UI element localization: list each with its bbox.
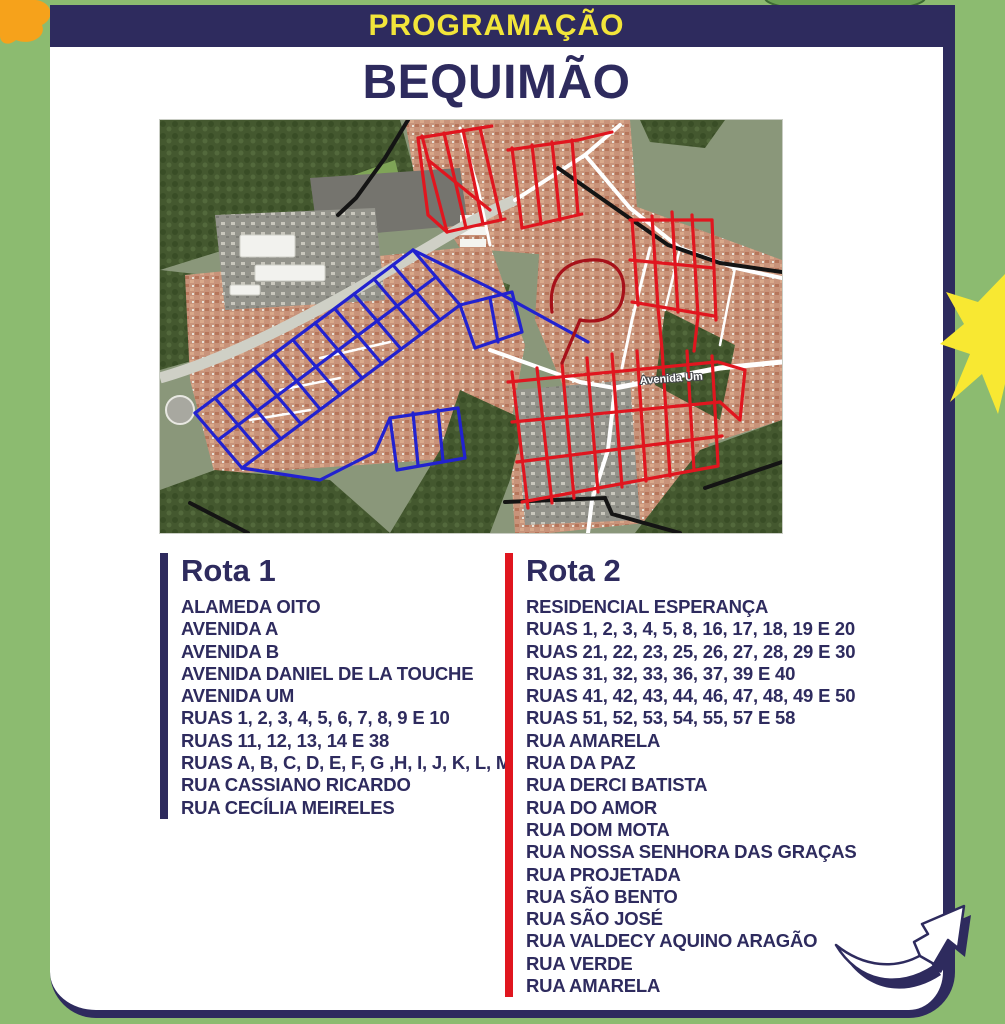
list-item: RUAS 1, 2, 3, 4, 5, 6, 7, 8, 9 E 10 — [181, 707, 450, 729]
list-item: RUA DA PAZ — [526, 752, 636, 774]
list-item: RUA DO AMOR — [526, 796, 658, 818]
route-1-street-list — [181, 596, 511, 819]
list-item: RUA VALDECY AQUINO ARAGÃO — [526, 930, 818, 952]
header-band — [50, 5, 943, 47]
starburst-icon — [940, 272, 1005, 417]
header-label: PROGRAMAÇÃO — [368, 9, 625, 42]
list-item: RUA AMARELA — [526, 975, 661, 997]
satellite-map — [160, 120, 782, 533]
route-2-section — [505, 553, 857, 997]
list-item: RUA PROJETADA — [526, 863, 681, 885]
list-item: RUAS A, B, C, D, E, F, G ,H, I, J, K, L, M — [181, 752, 512, 774]
list-item: RUAS 41, 42, 43, 44, 46, 47, 48, 49 E 50 — [526, 685, 856, 707]
list-item: ALAMEDA OITO — [181, 596, 321, 617]
route-1-section — [160, 553, 511, 819]
route-1-title: Rota 1 — [181, 553, 276, 588]
list-item: RUAS 51, 52, 53, 54, 55, 57 E 58 — [526, 707, 796, 729]
list-item: RUAS 31, 32, 33, 36, 37, 39 E 40 — [526, 662, 796, 684]
arrow-doodle-icon — [828, 890, 978, 1000]
list-item: RUA CASSIANO RICARDO — [181, 774, 411, 796]
list-item: RESIDENCIAL ESPERANÇA — [526, 596, 769, 617]
list-item: RUAS 1, 2, 3, 4, 5, 8, 16, 17, 18, 19 E 20 — [526, 618, 855, 640]
list-item: RUA CECÍLIA MEIRELES — [181, 796, 395, 818]
list-item: RUA AMARELA — [526, 729, 661, 751]
list-item: RUA VERDE — [526, 952, 633, 974]
flyer-card — [50, 5, 955, 1018]
list-item: RUA SÃO BENTO — [526, 885, 678, 907]
list-item: RUAS 21, 22, 23, 25, 26, 27, 28, 29 E 30 — [526, 640, 856, 662]
list-item: RUA NOSSA SENHORA DAS GRAÇAS — [526, 841, 857, 863]
list-item: RUAS 11, 12, 13, 14 E 38 — [181, 729, 390, 751]
list-item: RUA DOM MOTA — [526, 818, 670, 840]
list-item: AVENIDA B — [181, 640, 279, 662]
route-2-street-list — [526, 596, 857, 997]
list-item: AVENIDA DANIEL DE LA TOUCHE — [181, 662, 474, 684]
list-item: AVENIDA A — [181, 618, 279, 640]
route-2-title: Rota 2 — [526, 553, 621, 588]
avenue-label: Avenida Um — [639, 370, 704, 387]
map-image — [160, 120, 782, 533]
page-title: BEQUIMÃO — [362, 56, 631, 109]
list-item: RUA DERCI BATISTA — [526, 774, 708, 796]
list-item: RUA SÃO JOSÉ — [526, 908, 663, 930]
list-item: AVENIDA UM — [181, 685, 295, 707]
